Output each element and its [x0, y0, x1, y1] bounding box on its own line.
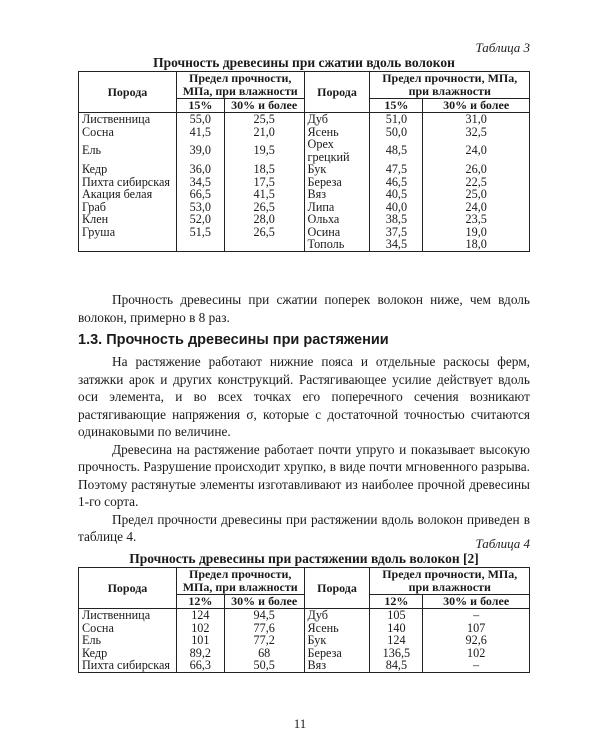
breed-cell: Сосна: [79, 126, 177, 139]
table-row: [79, 188, 530, 201]
value-cell: 18,0: [423, 238, 530, 251]
value-cell: 50,0: [370, 126, 423, 139]
value-cell: 34,5: [370, 238, 423, 251]
table3-block: [78, 40, 530, 252]
value-cell: 19,0: [423, 226, 530, 239]
table3-header-15-right: 15%: [370, 99, 423, 113]
value-cell: 31,0: [423, 113, 530, 126]
table4-header-breed-right: Порода: [304, 568, 370, 609]
table4-label: Таблица 4: [475, 536, 530, 551]
value-cell: 77,2: [224, 634, 304, 647]
value-cell: 17,5: [224, 176, 304, 189]
breed-cell: Вяз: [304, 659, 370, 672]
table-row: [79, 126, 530, 139]
breed-cell: Сосна: [79, 622, 177, 635]
value-cell: 124: [176, 609, 224, 622]
value-cell: 37,5: [370, 226, 423, 239]
value-cell: [224, 238, 304, 251]
breed-cell: Ясень: [304, 126, 370, 139]
breed-cell: Граб: [79, 201, 177, 214]
breed-cell: Акация белая: [79, 188, 177, 201]
table4-header-30-right: 30% и более: [423, 595, 530, 609]
value-cell: 36,0: [176, 163, 224, 176]
breed-cell: Ольха: [304, 213, 370, 226]
table3-header-strength-left: Предел прочности, МПа, при влажности: [176, 72, 304, 99]
value-cell: 47,5: [370, 163, 423, 176]
value-cell: 107: [423, 622, 530, 635]
breed-cell: Дуб: [304, 113, 370, 126]
value-cell: 50,5: [224, 659, 304, 672]
breed-cell: Липа: [304, 201, 370, 214]
value-cell: 28,0: [224, 213, 304, 226]
paragraph-compression: Прочность древесины при сжатии поперек волокон ниже, чем вдоль волокон, примерно в 8 раз.: [78, 292, 530, 325]
value-cell: 53,0: [176, 201, 224, 214]
breed-cell: Пихта сибирская: [79, 176, 177, 189]
table3-header-15-left: 15%: [176, 99, 224, 113]
value-cell: 46,5: [370, 176, 423, 189]
value-cell: 32,5: [423, 126, 530, 139]
table3-header-breed-right: Порода: [304, 72, 370, 113]
table-row: [79, 201, 530, 214]
value-cell: 38,5: [370, 213, 423, 226]
breed-cell: Кедр: [79, 163, 177, 176]
paragraph-1: На растяжение работают нижние пояса и отдельные раскосы ферм, затяжки арок и других конструкций. Растягивающее усилие действует вдоль оси элемента, и во всех точках его поперечного сечения возникают растягивающие напряжения σ, которые с достаточной точностью считаются одинаковыми по величине.: [78, 354, 530, 439]
value-cell: 41,5: [176, 126, 224, 139]
table-row: [79, 659, 530, 672]
breed-cell: Тополь: [304, 238, 370, 251]
value-cell: 26,0: [423, 163, 530, 176]
breed-cell: Пихта сибирская: [79, 659, 177, 672]
table3-header-breed-left: Порода: [79, 72, 177, 113]
value-cell: 89,2: [176, 647, 224, 660]
value-cell: 25,0: [423, 188, 530, 201]
table-row: [79, 138, 530, 163]
table-row: [79, 238, 530, 251]
table3: [78, 71, 530, 252]
breed-cell: Лиственница: [79, 609, 177, 622]
table3-header-30-left: 30% и более: [224, 99, 304, 113]
table4-header-strength-left: Предел прочности, МПа, при влажности: [176, 568, 304, 595]
table-row: [79, 609, 530, 622]
value-cell: 24,0: [423, 201, 530, 214]
table4-block: [78, 536, 530, 673]
value-cell: 68: [224, 647, 304, 660]
breed-cell: Кедр: [79, 647, 177, 660]
breed-cell: Лиственница: [79, 113, 177, 126]
paragraph-3: Предел прочности древесины при растяжении вдоль волокон приведен в таблице 4.: [78, 511, 530, 544]
value-cell: 92,6: [423, 634, 530, 647]
value-cell: 41,5: [224, 188, 304, 201]
table-row: [79, 634, 530, 647]
value-cell: 52,0: [176, 213, 224, 226]
breed-cell: Ясень: [304, 622, 370, 635]
value-cell: 22,5: [423, 176, 530, 189]
table4-header-30-left: 30% и более: [224, 595, 304, 609]
breed-cell: Береза: [304, 176, 370, 189]
breed-cell: Ель: [79, 138, 177, 163]
breed-cell: [79, 238, 177, 251]
value-cell: 55,0: [176, 113, 224, 126]
value-cell: 21,0: [224, 126, 304, 139]
breed-cell: Бук: [304, 634, 370, 647]
breed-cell: Бук: [304, 163, 370, 176]
value-cell: 77,6: [224, 622, 304, 635]
table-row: [79, 226, 530, 239]
page-number: 11: [293, 716, 307, 731]
value-cell: 66,5: [176, 188, 224, 201]
value-cell: 140: [370, 622, 423, 635]
value-cell: 101: [176, 634, 224, 647]
value-cell: 105: [370, 609, 423, 622]
breed-cell: Ель: [79, 634, 177, 647]
value-cell: 102: [423, 647, 530, 660]
table3-header-strength-right: Предел прочности, МПа, при влажности: [370, 72, 530, 99]
value-cell: 51,0: [370, 113, 423, 126]
value-cell: 24,0: [423, 138, 530, 163]
value-cell: 48,5: [370, 138, 423, 163]
value-cell: [176, 238, 224, 251]
breed-cell: Дуб: [304, 609, 370, 622]
value-cell: –: [423, 609, 530, 622]
section-heading: 1.3. Прочность древесины при растяжении: [78, 332, 389, 348]
table-row: [79, 163, 530, 176]
value-cell: 124: [370, 634, 423, 647]
table4: [78, 567, 530, 673]
table3-caption: Прочность древесины при сжатии вдоль волокон: [153, 55, 455, 70]
value-cell: 40,5: [370, 188, 423, 201]
table-row: [79, 113, 530, 126]
table4-caption: Прочность древесины при растяжении вдоль волокон [2]: [129, 551, 479, 566]
value-cell: 94,5: [224, 609, 304, 622]
table-row: [79, 622, 530, 635]
value-cell: 25,5: [224, 113, 304, 126]
breed-cell: Осина: [304, 226, 370, 239]
breed-cell: Орех грецкий: [304, 138, 370, 163]
value-cell: 84,5: [370, 659, 423, 672]
breed-cell: Клен: [79, 213, 177, 226]
text-block-1: [78, 291, 530, 546]
table4-header-strength-right: Предел прочности, МПа, при влажности: [370, 568, 530, 595]
breed-cell: Вяз: [304, 188, 370, 201]
breed-cell: Груша: [79, 226, 177, 239]
value-cell: 39,0: [176, 138, 224, 163]
value-cell: 23,5: [423, 213, 530, 226]
table4-header-breed-left: Порода: [79, 568, 177, 609]
table4-header-12-right: 12%: [370, 595, 423, 609]
table4-body: [79, 609, 530, 673]
table3-body: [79, 113, 530, 252]
value-cell: 51,5: [176, 226, 224, 239]
paragraph-2: Древесина на растяжение работает почти упруго и показывает высокую прочность. Разрушение происходит хрупко, в виде почти мгновенного разрыва. Поэтому растянутые элементы изготавливают из наиболее прочной древесины 1-го сорта.: [78, 441, 530, 509]
table3-label: Таблица 3: [475, 40, 530, 55]
value-cell: 26,5: [224, 201, 304, 214]
value-cell: 136,5: [370, 647, 423, 660]
value-cell: 40,0: [370, 201, 423, 214]
value-cell: 66,3: [176, 659, 224, 672]
value-cell: 18,5: [224, 163, 304, 176]
table-row: [79, 213, 530, 226]
table4-header-12-left: 12%: [176, 595, 224, 609]
breed-cell: Береза: [304, 647, 370, 660]
value-cell: 34,5: [176, 176, 224, 189]
table3-header-30-right: 30% и более: [423, 99, 530, 113]
value-cell: 19,5: [224, 138, 304, 163]
value-cell: 26,5: [224, 226, 304, 239]
value-cell: –: [423, 659, 530, 672]
value-cell: 102: [176, 622, 224, 635]
